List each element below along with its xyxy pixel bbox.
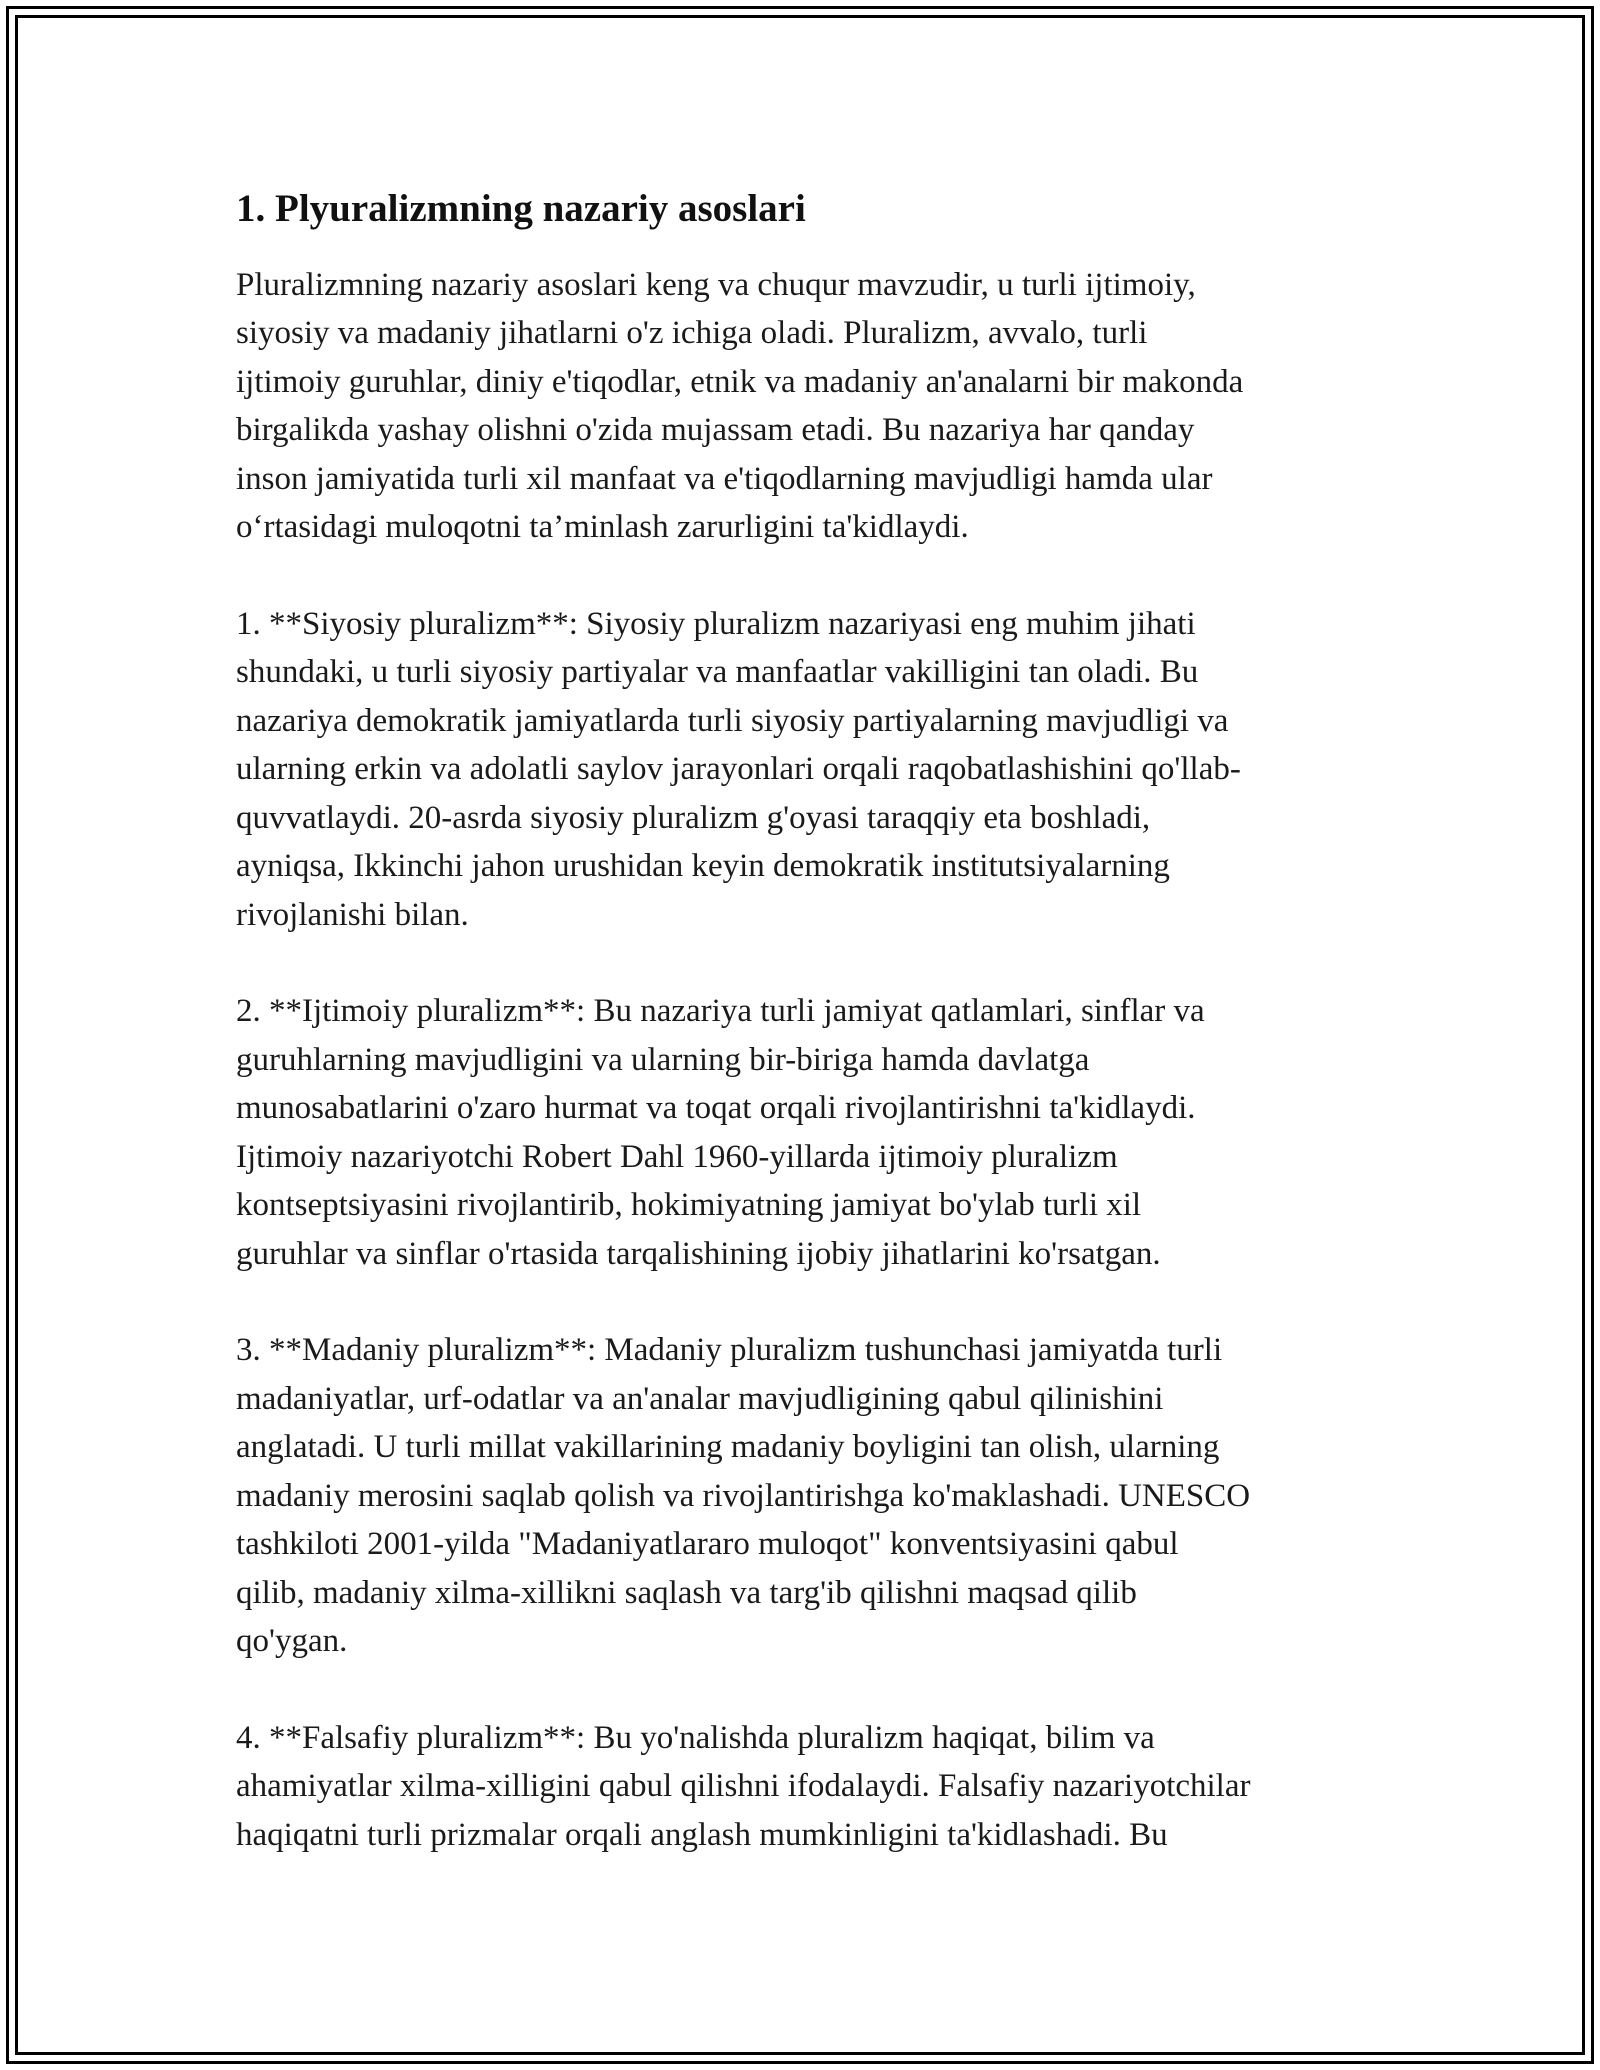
intro-paragraph: Pluralizmning nazariy asoslari keng va chuqur mavzudir, u turli ijtimoiy, siyosiy va madaniy jihatlarni o'z ichiga oladi. Pluralizm, avvalo, turli ijtimoiy guruhlar, diniy e'tiqodlar, etnik va madaniy an'analarni bir makonda birgalikda yashay olishni o'zida mujassam etadi. Bu nazariya har qanday inson jamiyatida turli xil manfaat va e'tiqodlarning mavjudligi hamda ular o‘rtasidagi muloqotni ta’minlash zarurligini ta'kidlaydi. — [236, 266, 1244, 546]
social-pluralism-paragraph: 2. **Ijtimoiy pluralizm**: Bu nazariya turli jamiyat qatlamlari, sinflar va guruhlarning mavjudligini va ularning bir-biriga hamda davlatga munosabatlarini o'zaro hurmat va toqat orqali rivojlantirishni ta'kidlaydi. Ijtimoiy nazariyotchi Robert Dahl 1960-yillarda ijtimoiy pluralizm kontseptsiyasini rivojlantirib, hokimiyatning jamiyat bo'ylab turli xil guruhlar va sinflar o'rtasida tarqalishining ijobiy jihatlarini ko'rsatgan. — [236, 993, 1205, 1272]
political-pluralism-paragraph: 1. **Siyosiy pluralizm**: Siyosiy pluralizm nazariyasi eng muhim jihati shundaki, u turli siyosiy partiyalar va manfaatlar vakilligini tan oladi. Bu nazariya demokratik jamiyatlarda turli siyosiy partiyalarning mavjudligi va ularning erkin va adolatli saylov jarayonlari orqali raqobatlashishini qo'llab- quvvatlaydi. 20-asrda siyosiy pluralizm g'oyasi taraqqiy eta boshladi, ayniqsa, Ikkinchi jahon urushidan keyin demokratik institutsiyalarning rivojlanishi bilan. — [236, 605, 1241, 933]
philosophical-pluralism-paragraph: 4. **Falsafiy pluralizm**: Bu yo'nalishda pluralizm haqiqat, bilim va ahamiyatlar xilma-xilligini qabul qilishni ifodalaydi. Falsafiy nazariyotchilar haqiqatni turli prizmalar orqali anglash mumkinligini ta'kidlashadi. Bu — [236, 1719, 1251, 1853]
document-body — [236, 186, 1376, 1907]
section-heading: 1. Plyuralizmning nazariy asoslari — [236, 187, 806, 230]
cultural-pluralism-paragraph: 3. **Madaniy pluralizm**: Madaniy pluralizm tushunchasi jamiyatda turli madaniyatlar, urf-odatlar va an'analar mavjudligining qabul qilinishini anglatadi. U turli millat vakillarining madaniy boyligini tan olish, ularning madaniy merosini saqlab qolish va rivojlantirishga ko'maklashadi. UNESCO tashkiloti 2001-yilda "Madaniyatlararo muloqot" konventsiyasini qabul qilib, madaniy xilma-xillikni saqlash va targ'ib qilishni maqsad qilib qo'ygan. — [236, 1332, 1251, 1660]
